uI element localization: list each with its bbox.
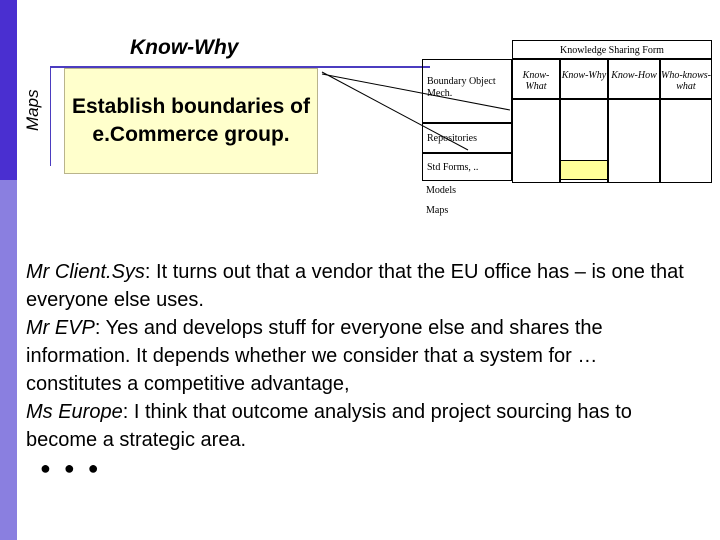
highlight-cell xyxy=(560,160,608,180)
col-who-knows-what: Who-knows-what xyxy=(660,59,712,99)
table-header: Knowledge Sharing Form xyxy=(512,40,712,59)
table-cell-empty-3 xyxy=(608,99,660,183)
establish-text: Establish boundaries of e.Commerce group. xyxy=(71,95,311,146)
row-label-repositories: Repositories xyxy=(422,123,512,153)
ellipsis: ● ● ● xyxy=(40,458,103,478)
dialogue-block xyxy=(26,258,696,482)
maps-label: Maps xyxy=(23,89,42,131)
dialogue-line-3: Ms Europe: I think that outcome analysis and project sourcing has to become a strategic area. xyxy=(26,401,632,451)
speaker-client-sys: Mr Client.Sys xyxy=(26,261,145,283)
col-know-how: Know-How xyxy=(608,59,660,99)
speaker-europe: Ms Europe xyxy=(26,401,123,423)
row-label-std-forms: Std Forms, .. xyxy=(422,153,512,181)
speaker-evp: Mr EVP xyxy=(26,317,95,339)
table-cell-empty-1 xyxy=(512,99,560,183)
row-label-models: Models xyxy=(426,185,456,196)
col-know-what: Know-What xyxy=(512,59,560,99)
table-cell-empty-4 xyxy=(660,99,712,183)
row-label-boundary: Boundary Object Mech. xyxy=(422,59,512,123)
dialogue-line-1: Mr Client.Sys: It turns out that a vendor that the EU office has – is one that everyone else uses. xyxy=(26,261,684,311)
knowledge-sharing-table xyxy=(422,40,712,216)
dialogue-line-2: Mr EVP: Yes and develops stuff for everyone else and shares the information. It depends whether we consider that a system for … constitutes a competitive advantage, xyxy=(26,317,603,395)
row-label-maps: Maps xyxy=(426,205,449,216)
slide-title: Know-Why xyxy=(130,36,239,59)
col-know-why: Know-Why xyxy=(560,59,608,99)
